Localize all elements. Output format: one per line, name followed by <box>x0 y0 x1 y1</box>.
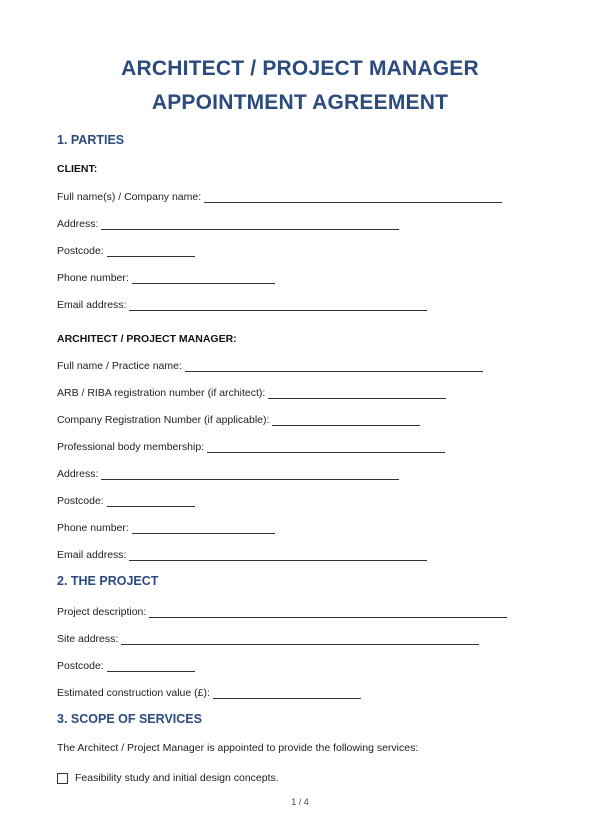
architect-heading: ARCHITECT / PROJECT MANAGER: <box>57 333 237 345</box>
field-label: Phone number: <box>57 522 129 534</box>
document-title-line-1: ARCHITECT / PROJECT MANAGER <box>121 57 479 80</box>
client-postcode-field[interactable] <box>57 241 195 257</box>
field-label: Phone number: <box>57 272 129 284</box>
field-label: Address: <box>57 218 99 230</box>
architect-address-field[interactable] <box>57 464 399 480</box>
fill-line[interactable] <box>121 633 479 645</box>
construction-value-field[interactable] <box>57 683 361 699</box>
fill-line[interactable] <box>204 191 502 203</box>
fill-line[interactable] <box>107 495 195 507</box>
field-label: Postcode: <box>57 245 104 257</box>
fill-line[interactable] <box>107 660 195 672</box>
field-label: Site address: <box>57 633 119 645</box>
fill-line[interactable] <box>185 360 483 372</box>
section-heading-project: 2. THE PROJECT <box>57 574 159 588</box>
checkbox[interactable] <box>57 773 68 784</box>
field-label: Project description: <box>57 606 147 618</box>
fill-line[interactable] <box>213 687 361 699</box>
client-full-name-field[interactable] <box>57 187 502 203</box>
scope-item-label: Feasibility study and initial design concepts. <box>75 772 279 784</box>
fill-line[interactable] <box>101 218 399 230</box>
field-label: Postcode: <box>57 495 104 507</box>
scope-intro: The Architect / Project Manager is appointed to provide the following services: <box>57 742 419 754</box>
field-label: Email address: <box>57 299 127 311</box>
field-label: Postcode: <box>57 660 104 672</box>
field-label: Estimated construction value (£): <box>57 687 210 699</box>
field-label: Full name / Practice name: <box>57 360 182 372</box>
architect-registration-field[interactable] <box>57 383 446 399</box>
fill-line[interactable] <box>132 522 275 534</box>
company-registration-field[interactable] <box>57 410 420 426</box>
field-label: Full name(s) / Company name: <box>57 191 202 203</box>
field-label: Professional body membership: <box>57 441 205 453</box>
fill-line[interactable] <box>268 387 446 399</box>
section-heading-scope: 3. SCOPE OF SERVICES <box>57 712 202 726</box>
architect-name-field[interactable] <box>57 356 483 372</box>
field-label: Company Registration Number (if applicable): <box>57 414 270 426</box>
fill-line[interactable] <box>101 468 399 480</box>
fill-line[interactable] <box>149 606 507 618</box>
fill-line[interactable] <box>132 272 275 284</box>
scope-item-feasibility[interactable] <box>57 772 279 784</box>
fill-line[interactable] <box>107 245 195 257</box>
project-postcode-field[interactable] <box>57 656 195 672</box>
field-label: Address: <box>57 468 99 480</box>
architect-postcode-field[interactable] <box>57 491 195 507</box>
fill-line[interactable] <box>272 414 420 426</box>
fill-line[interactable] <box>207 441 445 453</box>
document-title-line-2: APPOINTMENT AGREEMENT <box>151 91 449 114</box>
client-address-field[interactable] <box>57 214 399 230</box>
fill-line[interactable] <box>129 549 427 561</box>
page-number: 1 / 4 <box>291 797 309 807</box>
field-label: Email address: <box>57 549 127 561</box>
architect-email-field[interactable] <box>57 545 427 561</box>
field-label: ARB / RIBA registration number (if architect): <box>57 387 266 399</box>
site-address-field[interactable] <box>57 629 479 645</box>
section-heading-parties: 1. PARTIES <box>57 133 125 147</box>
professional-body-field[interactable] <box>57 437 445 453</box>
fill-line[interactable] <box>129 299 427 311</box>
client-heading: CLIENT: <box>57 163 98 175</box>
architect-phone-field[interactable] <box>57 518 275 534</box>
client-email-field[interactable] <box>57 295 427 311</box>
project-description-field[interactable] <box>57 602 507 618</box>
client-phone-field[interactable] <box>57 268 275 284</box>
